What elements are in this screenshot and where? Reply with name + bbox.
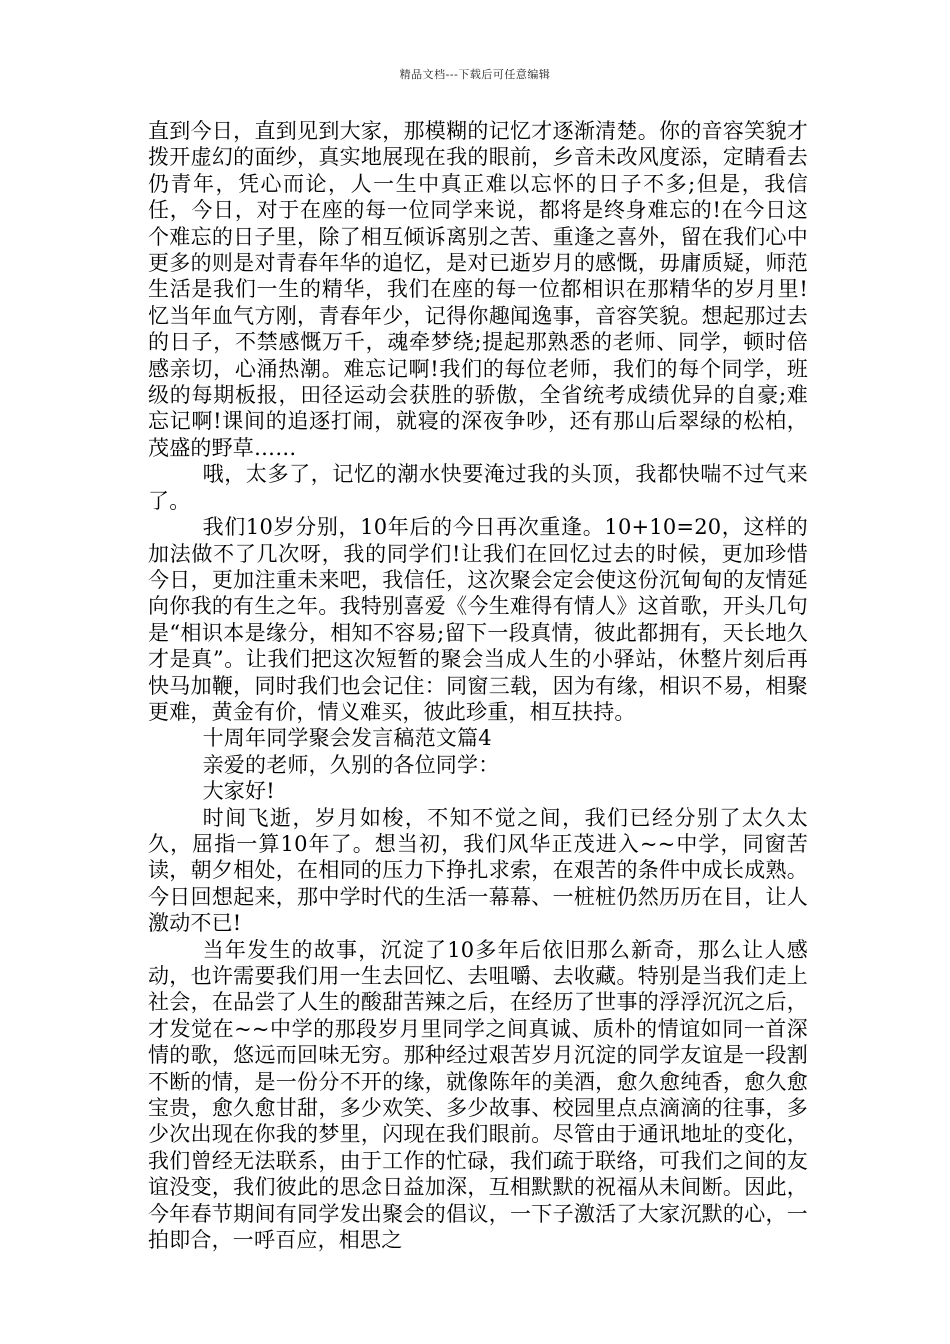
paragraph-friendship: 当年发生的故事，沉淀了10多年后依旧那么新奇，那么让人感动，也许需要我们用一生去回忆、去咀嚼、去收藏。特别是当我们走上社会，在品尝了人生的酸甜苦辣之后，在经历了世事的浮浮沉沉之后，才发觉在~~中学的那段岁月里同学之间真诚、质朴的情谊如同一首深情的歌，悠远而回味无穷。那种经过艰苦岁月沉淀的同学友谊是一段割不断的情，是一份分不开的缘，就像陈年的美酒，愈久愈纯香，愈久愈宝贵，愈久愈甘甜，多少欢笑、多少故事、校园里点点滴滴的往事，多少次出现在你我的梦里，闪现在我们眼前。尽管由于通讯地址的变化，我们曾经无法联系，由于工作的忙碌，我们疏于联络，可我们之间的友谊没变，我们彼此的思念日益加深，互相默默的祝福从未间断。因此，今年春节期间有同学发出聚会的倡议，一下子激活了大家沉默的心，一拍即合，一呼百应，相思之 xyxy=(148,937,808,1253)
greeting: 大家好! xyxy=(202,779,275,804)
paragraph-time-flies: 时间飞逝，岁月如梭，不知不觉之间，我们已经分别了太久太久，屈指一算10年了。想当初，我们风华正茂进入~~中学，同窗苦读，朝夕相处，在相同的压力下挣扎求索，在艰苦的条件中成长成熟。今日回想起来，那中学时代的生活一幕幕、一桩桩仍然历历在目，让人激动不已! xyxy=(148,805,808,936)
paragraph-tide: 哦，太多了，记忆的潮水快要淹过我的头顶，我都快喘不过气来了。 xyxy=(148,462,808,513)
page-header: 精品文档---下载后可任意编辑 xyxy=(399,68,551,81)
paragraph-memories: 直到今日，直到见到大家，那模糊的记忆才逐渐清楚。你的音容笑貌才拨开虚幻的面纱，真实地展现在我的眼前，乡音未改风度添，定睛看去仍青年，凭心而论，人一生中真正难以忘怀的日子不多;但是，我信任，今日，对于在座的每一位同学来说，都将是终身难忘的!在今日这个难忘的日子里，除了相互倾诉离别之苦、重逢之喜外，留在我们心中更多的则是对青春年华的追忆，是对已逝岁月的感慨，毋庸质疑，师范生活是我们一生的精华，我们在座的每一位都相识在那精华的岁月里!忆当年血气方刚，青春年少，记得你趣闻逸事，音容笑貌。想起那过去的日子，不禁感慨万千，魂牵梦绕;提起那熟悉的老师、同学，顿时倍感亲切，心涌热潮。难忘记啊!我们的每位老师，我们的每个同学，班级的每期板报，田径运动会获胜的骄傲，全省统考成绩优异的自豪;难忘记啊!课间的追逐打闹，就寝的深夜争吵，还有那山后翠绿的松柏，茂盛的野草…… xyxy=(148,119,808,460)
section-title: 十周年同学聚会发言稿范文篇4 xyxy=(202,726,492,751)
document-body xyxy=(148,118,808,1253)
salutation: 亲爱的老师，久别的各位同学： xyxy=(202,752,500,777)
paragraph-reunion: 我们10岁分别，10年后的今日再次重逢。10+10=20，这样的加法做不了几次呀，我的同学们!让我们在回忆过去的时候，更加珍惜今日，更加注重未来吧，我信任，这次聚会定会使这份沉甸甸的友情延向你我的有生之年。我特别喜爱《今生难得有情人》这首歌，开头几句是“相识本是缘分，相知不容易;留下一段真情，彼此都拥有，天长地久才是真”。让我们把这次短暂的聚会当成人生的小驿站，休整片刻后再快马加鞭，同时我们也会记住：同窗三载，因为有缘，相识不易，相聚更难，黄金有价，情义难买，彼此珍重，相互扶持。 xyxy=(148,515,808,724)
